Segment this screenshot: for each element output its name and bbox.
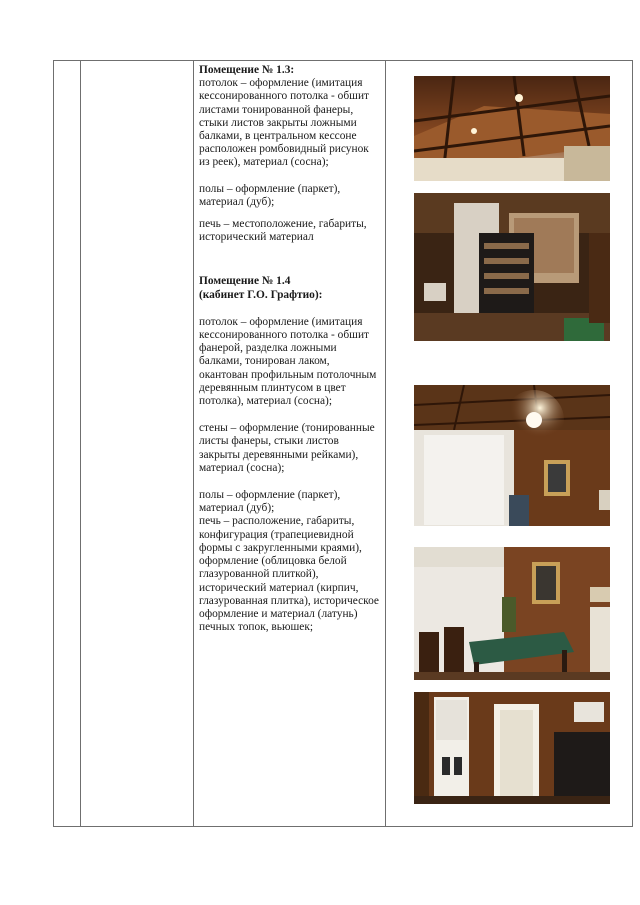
room-1-4-stove: печь – расположение, габариты, конфигурация (трапециевидной формы с закругленными краями), оформление (облицовка белой глазурованной плиткой), исторический материал (кирпич, глазурованная плитка), историческое оформление и материал (латунь) печных топок, вьюшек; — [199, 515, 379, 634]
room-1-4-floors: полы – оформление (паркет), материал (дуб); — [199, 489, 341, 515]
description-column — [199, 64, 381, 634]
photo-stove-room-1-4 — [414, 692, 610, 804]
room-1-4-walls: стены – оформление (тонированные листы фанеры, стыки листов закрыты деревянными рейками), материал (сосна); — [199, 422, 375, 474]
photo-ceiling-room-1-4 — [414, 385, 610, 526]
column-divider-2 — [193, 60, 194, 827]
room-1-4-heading-line2: (кабинет Г.О. Графтио): — [199, 288, 323, 301]
photo-interior-room-1-3 — [414, 193, 610, 341]
room-1-3-heading: Помещение № 1.3: — [199, 64, 295, 76]
table-right-border — [632, 60, 633, 827]
photo-ceiling-room-1-3 — [414, 76, 610, 181]
room-1-4-ceiling: потолок – оформление (имитация кессонированного потолка - обшит фанерой, разделка ложными балками, тонирован лаком, окантован профильным потолочным деревянным плинтусом в цвет потолка), материал (сосна); — [199, 315, 377, 408]
room-1-3-ceiling: потолок – оформление (имитация кессонированного потолка - обшит листами тонированной фанеры, стыки листов закрыты ложными балками, в центральном кессоне расположен ромбовидный рисунок из реек), материал (сосна); — [199, 77, 370, 169]
column-divider-1 — [80, 60, 81, 827]
column-divider-3 — [385, 60, 386, 827]
table-bottom-border — [53, 826, 633, 827]
room-1-3-stove: печь – местоположение, габариты, исторический материал — [199, 218, 367, 244]
room-1-4-heading-line1: Помещение № 1.4 — [199, 275, 291, 288]
table-left-border — [53, 60, 54, 827]
photo-study-room-1-4 — [414, 547, 610, 680]
room-1-3-floors: полы – оформление (паркет), материал (дуб); — [199, 182, 341, 208]
table-top-border — [53, 60, 633, 61]
